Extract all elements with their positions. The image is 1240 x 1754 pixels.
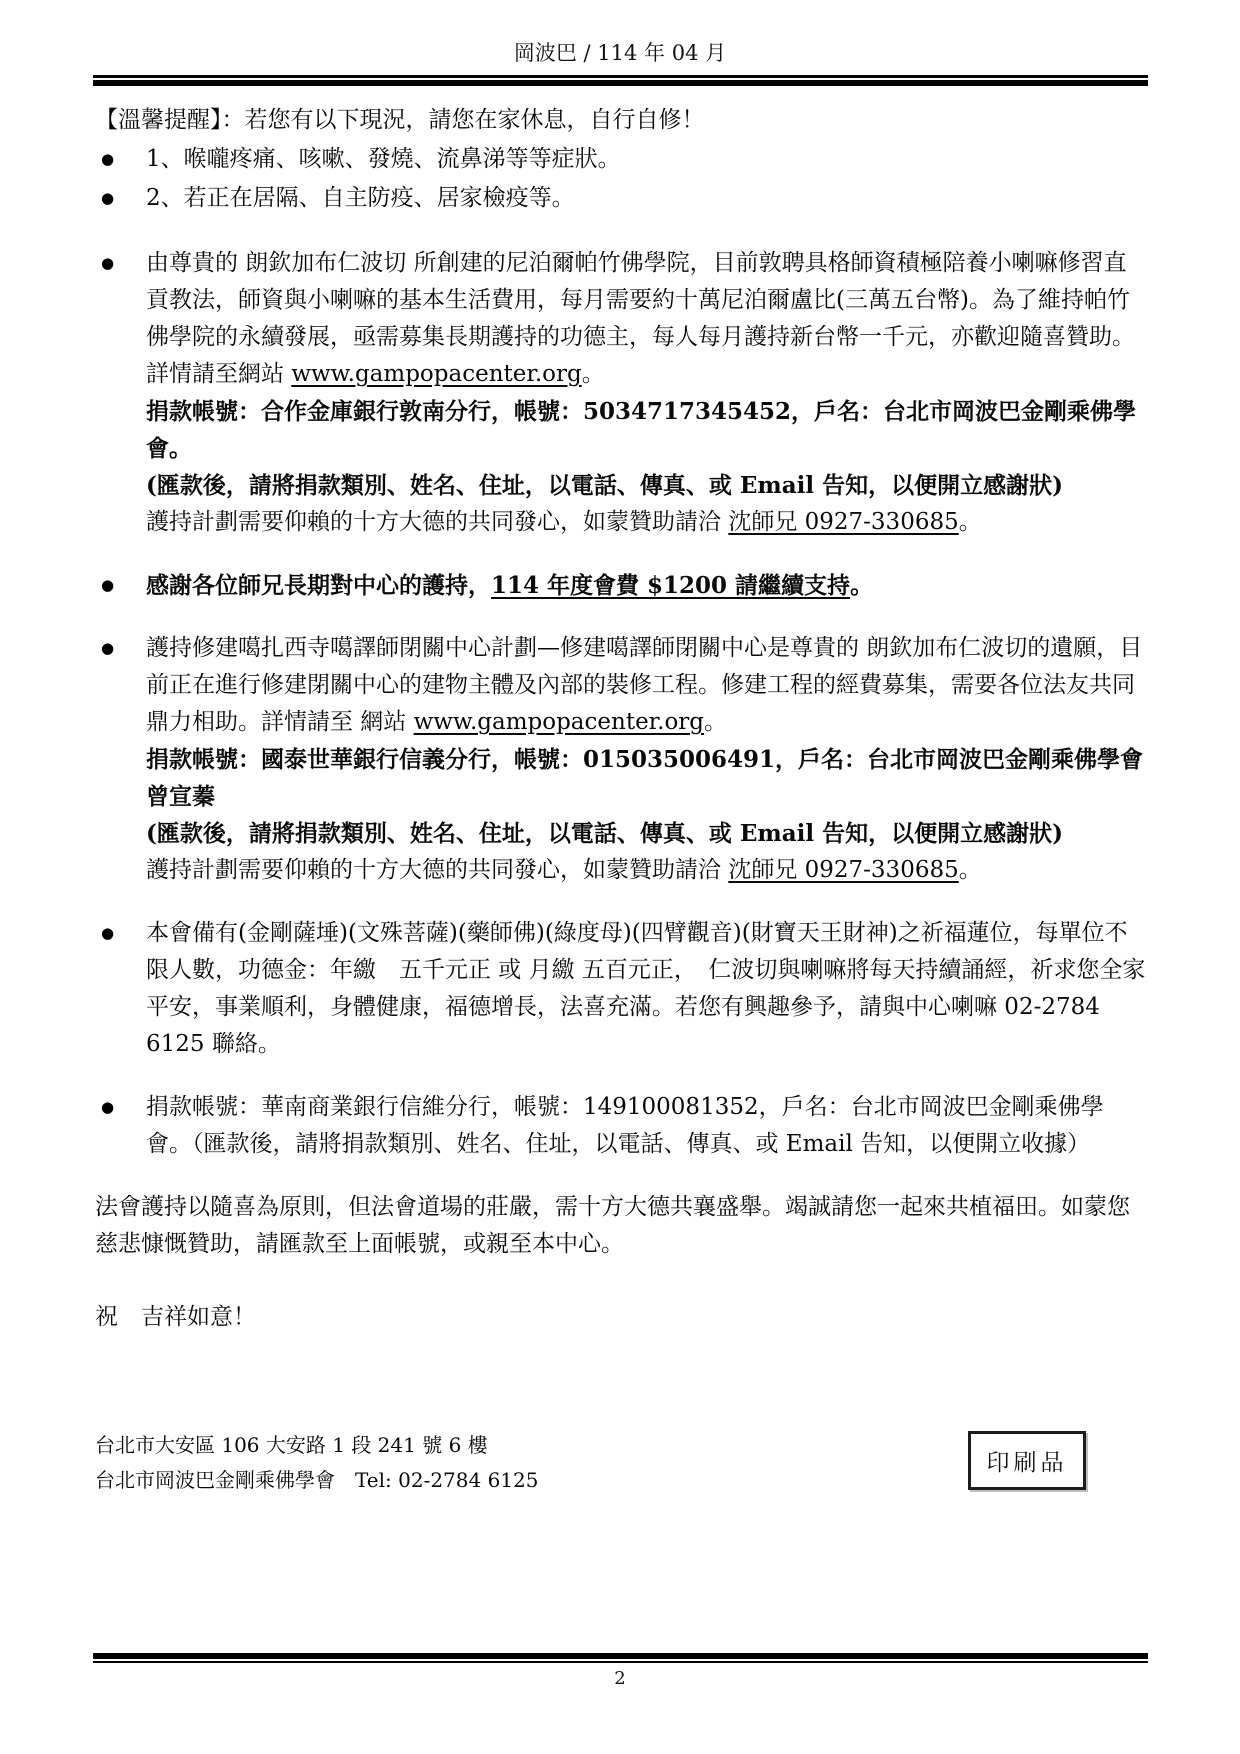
bullet-icon: ● [101,254,115,272]
retreat-body: 護持修建噶扎西寺噶譯師閉關中心計劃—修建噶譯師閉關中心是尊貴的 朗欽加布仁波切的遺願，目前正在進行修建閉關中心的建物主體及內部的裝修工程。修建工程的經費募集，需要各位法友共同鼎力相助。詳情請至 網站 [146,635,1143,735]
closing-wish: 祝 吉祥如意！ [95,1304,256,1330]
bullet-icon: ● [101,1098,115,1116]
website-link[interactable]: www.gampopacenter.org [291,361,582,387]
retreat-remit-note: (匯款後，請將捐款類別、姓名、住址，以電話、傳真、或 Email 告知，以便開立感謝狀) [146,820,1064,847]
bullet-icon: ● [101,639,115,657]
contact-phone: 沈師兄 0927-330685 [728,509,959,535]
membership-post: 。 [850,572,874,599]
reminder-item-1: 1、喉嚨疼痛、咳嗽、發燒、流鼻涕等等症狀。 [146,146,621,172]
retreat-center-text [146,630,1148,889]
printed-matter-stamp [968,1431,1086,1490]
support-text: 護持計劃需要仰賴的十方大德的共同發心，如蒙贊助請洽 [146,509,729,535]
reminder-item-2: 2、若正在居隔、自主防疫、居家檢疫等。 [146,185,575,211]
page-number: 2 [614,1668,626,1689]
patruk-remit-note: (匯款後，請將捐款類別、姓名、住址，以電話、傳真、或 Email 告知，以便開立感謝狀) [146,472,1064,499]
retreat-body-end: 。 [704,709,728,735]
website-link[interactable]: www.gampopacenter.org [413,709,705,735]
membership-fee-amount: 114 年度會費 $1200 請繼續支持 [491,572,851,599]
blessing-seats-text: 本會備有(金剛薩埵)(文殊菩薩)(藥師佛)(綠度母)(四臂觀音)(財寶天王財神)之祈福蓮位，每單位不限人數，功德金：年繳 五千元正 或 月繳 五百元正， 仁波切與喇嘛將每天持續誦經，祈求您全家平安，事業順利，身體健康，福德增長，法喜充滿。若您有興趣參予，請與中心喇嘛 02-2784 6125 聯絡。 [146,920,1146,1057]
footer-address-block [95,1428,538,1498]
bullet-icon: ● [101,150,115,168]
retreat-account-line: 捐款帳號：國泰世華銀行信義分行，帳號：015035006491，戶名：台北市岡波巴金剛乘佛學會曾宣蓁 [146,746,1144,810]
patruk-body: 由尊貴的 朗欽加布仁波切 所創建的尼泊爾帕竹佛學院，目前敦聘具格師資積極陪養小喇嘛修習直貢教法，師資與小喇嘛的基本生活費用，每月需要約十萬尼泊爾盧比(三萬五台幣)。為了維持帕竹佛學院的永續發展，亟需募集長期護持的功德主，每人每月護持新台幣一千元，亦歡迎隨喜贊助。詳情請至網站 [146,250,1135,387]
list-item [95,141,1148,178]
huanan-account-text: 捐款帳號：華南商業銀行信維分行，帳號：149100081352，戶名：台北市岡波巴金剛乘佛學會。（匯款後，請將捐款類別、姓名、住址，以電話、傳真、或 Email 告知，以便開立收據） [146,1094,1104,1157]
list-item-blessing-seats [95,915,1148,1063]
retreat-paragraph [146,630,1148,741]
page-header: 岡波巴 / 114 年 04 月 [513,41,727,65]
reminder-heading: 【溫馨提醒】：若您有以下現況，請您在家休息，自行自修！ [95,107,705,133]
patruk-support-line [146,504,1148,541]
footer-divider [93,1653,1148,1663]
patruk-pledge-text [146,245,1148,541]
list-item-retreat-center [95,630,1148,889]
list-item-patruk-pledge [95,245,1148,541]
contact-phone: 沈師兄 0927-330685 [728,857,959,883]
list-item-membership-fee [95,567,1148,604]
support-text-end: 。 [958,857,982,883]
list-item-huanan-account [95,1089,1148,1163]
retreat-support-line [146,852,1148,889]
page-content [0,102,1240,1336]
stamp-label: 印刷品 [986,1450,1068,1476]
list-item [95,180,1148,217]
patruk-account-line: 捐款帳號：合作金庫銀行敦南分行，帳號：5034717345452，戶名：台北市岡波巴金剛乘佛學會。 [146,398,1137,462]
membership-pre: 感謝各位師兄長期對中心的護持， [146,572,491,599]
patruk-body-end: 。 [581,361,605,387]
footer-address-line: 台北市大安區 106 大安路 1 段 241 號 6 樓 [95,1433,488,1457]
support-text-end: 。 [958,509,982,535]
header-divider [93,75,1148,86]
membership-fee-text [146,567,1148,604]
footer-org-line: 台北市岡波巴金剛乘佛學會 Tel: 02-2784 6125 [95,1468,539,1492]
dharma-support-note: 法會護持以隨喜為原則，但法會道場的莊嚴，需十方大德共襄盛舉。竭誠請您一起來共植福田。如蒙您慈悲慷慨贊助，請匯款至上面帳號，或親至本中心。 [95,1194,1130,1257]
bullet-icon: ● [101,924,115,942]
support-text: 護持計劃需要仰賴的十方大德的共同發心，如蒙贊助請洽 [146,857,729,883]
bullet-icon: ● [101,189,115,207]
bullet-icon: ● [101,576,115,594]
patruk-paragraph [146,245,1148,393]
